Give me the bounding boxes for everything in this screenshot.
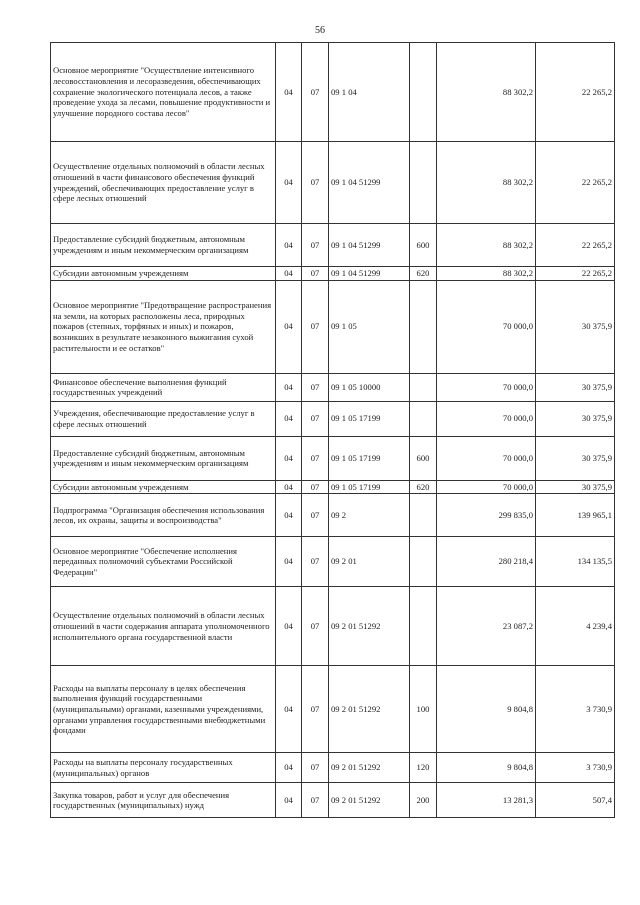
table-cell-section: 04 <box>276 666 302 753</box>
table-cell-section: 04 <box>276 783 302 818</box>
table-cell-section: 04 <box>276 436 302 480</box>
table-cell-sum-planned: 9 804,8 <box>437 666 536 753</box>
table-cell-name: Закупка товаров, работ и услуг для обеспечения государственных (муниципальных) нужд <box>51 783 276 818</box>
table-row <box>51 753 615 783</box>
table-cell-target-code: 09 2 01 51292 <box>329 666 410 753</box>
table-cell-section: 04 <box>276 43 302 142</box>
page-number: 56 <box>315 25 325 36</box>
table-cell-sum-planned: 9 804,8 <box>437 753 536 783</box>
table-cell-section: 04 <box>276 401 302 436</box>
table-cell-target-code: 09 1 05 17199 <box>329 436 410 480</box>
table-cell-sum-planned: 70 000,0 <box>437 401 536 436</box>
table-cell-target-code: 09 1 04 51299 <box>329 142 410 224</box>
table-cell-subsection: 07 <box>302 224 329 267</box>
table-cell-subsection: 07 <box>302 480 329 494</box>
table-cell-sum-executed: 30 375,9 <box>536 373 615 401</box>
table-cell-sum-planned: 88 302,2 <box>437 43 536 142</box>
table-cell-name: Основное мероприятие "Осуществление интенсивного лесовосстановления и лесоразведения, обеспечивающих сохранение экологического потенциала лесов, а также проведение ухода за лесами, повышение продуктивности и улучшение породного состава лесов" <box>51 43 276 142</box>
table-row <box>51 373 615 401</box>
table-cell-name: Подпрограмма "Организация обеспечения использования лесов, их охраны, защиты и воспроизводства" <box>51 494 276 537</box>
table-cell-expense-type: 200 <box>410 783 437 818</box>
table-cell-name: Субсидии автономным учреждениям <box>51 480 276 494</box>
table-cell-expense-type <box>410 280 437 373</box>
table-cell-sum-executed: 134 135,5 <box>536 537 615 587</box>
table-cell-subsection: 07 <box>302 753 329 783</box>
table-cell-sum-planned: 88 302,2 <box>437 267 536 281</box>
table-cell-target-code: 09 2 <box>329 494 410 537</box>
table-cell-sum-executed: 30 375,9 <box>536 401 615 436</box>
table-cell-name: Финансовое обеспечение выполнения функций государственных учреждений <box>51 373 276 401</box>
table-cell-sum-executed: 30 375,9 <box>536 480 615 494</box>
table-cell-expense-type: 620 <box>410 267 437 281</box>
table-row <box>51 587 615 666</box>
table-row <box>51 783 615 818</box>
table-row <box>51 280 615 373</box>
table-cell-sum-planned: 88 302,2 <box>437 224 536 267</box>
table-cell-subsection: 07 <box>302 494 329 537</box>
table-row <box>51 267 615 281</box>
table-cell-expense-type <box>410 401 437 436</box>
table-cell-sum-planned: 70 000,0 <box>437 280 536 373</box>
table-cell-sum-executed: 22 265,2 <box>536 224 615 267</box>
table-cell-subsection: 07 <box>302 537 329 587</box>
table-cell-target-code: 09 1 05 10000 <box>329 373 410 401</box>
table-cell-sum-executed: 30 375,9 <box>536 280 615 373</box>
table-row <box>51 480 615 494</box>
table-row <box>51 537 615 587</box>
table-cell-name: Предоставление субсидий бюджетным, автономным учреждениям и иным некоммерческим организациям <box>51 436 276 480</box>
table-cell-target-code: 09 1 04 <box>329 43 410 142</box>
table-row <box>51 494 615 537</box>
table-cell-target-code: 09 2 01 51292 <box>329 587 410 666</box>
table-cell-sum-planned: 280 218,4 <box>437 537 536 587</box>
table-row <box>51 43 615 142</box>
table-cell-expense-type <box>410 43 437 142</box>
table-cell-subsection: 07 <box>302 142 329 224</box>
table-cell-subsection: 07 <box>302 280 329 373</box>
table-cell-sum-executed: 30 375,9 <box>536 436 615 480</box>
table-cell-sum-planned: 13 281,3 <box>437 783 536 818</box>
table-cell-name: Осуществление отдельных полномочий в области лесных отношений в части финансового обеспечения функций учреждений, обеспечивающих предоставление услуг в сфере лесных отношений <box>51 142 276 224</box>
table-cell-sum-planned: 299 835,0 <box>437 494 536 537</box>
table-cell-section: 04 <box>276 267 302 281</box>
table-cell-sum-planned: 70 000,0 <box>437 373 536 401</box>
table-cell-sum-planned: 70 000,0 <box>437 480 536 494</box>
table-cell-expense-type <box>410 142 437 224</box>
table-cell-name: Предоставление субсидий бюджетным, автономным учреждениям и иным некоммерческим организациям <box>51 224 276 267</box>
table-cell-name: Расходы на выплаты персоналу государственных (муниципальных) органов <box>51 753 276 783</box>
table-cell-subsection: 07 <box>302 783 329 818</box>
table-row <box>51 401 615 436</box>
table-cell-expense-type <box>410 587 437 666</box>
table-cell-target-code: 09 1 05 17199 <box>329 401 410 436</box>
table-row <box>51 224 615 267</box>
table-cell-sum-planned: 70 000,0 <box>437 436 536 480</box>
table-cell-section: 04 <box>276 224 302 267</box>
table-cell-subsection: 07 <box>302 401 329 436</box>
table-cell-target-code: 09 1 04 51299 <box>329 224 410 267</box>
table-cell-section: 04 <box>276 494 302 537</box>
table-cell-name: Основное мероприятие "Обеспечение исполнения переданных полномочий субъектами Российской Федерации" <box>51 537 276 587</box>
table-cell-name: Субсидии автономным учреждениям <box>51 267 276 281</box>
table-cell-target-code: 09 2 01 <box>329 537 410 587</box>
table-cell-subsection: 07 <box>302 436 329 480</box>
table-cell-expense-type: 100 <box>410 666 437 753</box>
budget-table <box>50 42 615 818</box>
table-row <box>51 142 615 224</box>
table-cell-target-code: 09 2 01 51292 <box>329 783 410 818</box>
table-cell-section: 04 <box>276 373 302 401</box>
table-cell-sum-executed: 139 965,1 <box>536 494 615 537</box>
table-cell-sum-executed: 4 239,4 <box>536 587 615 666</box>
table-cell-sum-planned: 88 302,2 <box>437 142 536 224</box>
table-cell-subsection: 07 <box>302 373 329 401</box>
table-cell-target-code: 09 1 05 17199 <box>329 480 410 494</box>
table-cell-expense-type: 600 <box>410 436 437 480</box>
table-cell-expense-type <box>410 537 437 587</box>
table-cell-section: 04 <box>276 753 302 783</box>
table-cell-target-code: 09 1 05 <box>329 280 410 373</box>
table-cell-sum-executed: 3 730,9 <box>536 666 615 753</box>
table-cell-target-code: 09 2 01 51292 <box>329 753 410 783</box>
table-cell-section: 04 <box>276 587 302 666</box>
table-cell-sum-executed: 22 265,2 <box>536 267 615 281</box>
table-cell-subsection: 07 <box>302 666 329 753</box>
table-cell-sum-planned: 23 087,2 <box>437 587 536 666</box>
table-cell-name: Расходы на выплаты персоналу в целях обеспечения выполнения функций государственными (муниципальными) органами, казенными учреждениями, органами управления государственными внебюджетными фондами <box>51 666 276 753</box>
table-cell-section: 04 <box>276 280 302 373</box>
table-cell-name: Осуществление отдельных полномочий в области лесных отношений в части содержания аппарата уполномоченного исполнительного органа государственной власти <box>51 587 276 666</box>
table-row <box>51 436 615 480</box>
table-cell-expense-type: 620 <box>410 480 437 494</box>
table-cell-section: 04 <box>276 142 302 224</box>
table-cell-sum-executed: 22 265,2 <box>536 43 615 142</box>
table-cell-target-code: 09 1 04 51299 <box>329 267 410 281</box>
table-cell-subsection: 07 <box>302 587 329 666</box>
table-row <box>51 666 615 753</box>
table-cell-expense-type: 600 <box>410 224 437 267</box>
table-cell-expense-type <box>410 494 437 537</box>
table-cell-expense-type: 120 <box>410 753 437 783</box>
table-cell-section: 04 <box>276 537 302 587</box>
table-cell-sum-executed: 22 265,2 <box>536 142 615 224</box>
table-cell-sum-executed: 3 730,9 <box>536 753 615 783</box>
table-cell-name: Основное мероприятие "Предотвращение распространения на земли, на которых расположены леса, природных пожаров (степных, торфяных и иных) и пожаров, возникших в результате незаконного выжигания сухой растительности и ее остатков" <box>51 280 276 373</box>
table-cell-subsection: 07 <box>302 43 329 142</box>
table-cell-section: 04 <box>276 480 302 494</box>
table-cell-name: Учреждения, обеспечивающие предоставление услуг в сфере лесных отношений <box>51 401 276 436</box>
table-cell-expense-type <box>410 373 437 401</box>
table-cell-subsection: 07 <box>302 267 329 281</box>
table-cell-sum-executed: 507,4 <box>536 783 615 818</box>
